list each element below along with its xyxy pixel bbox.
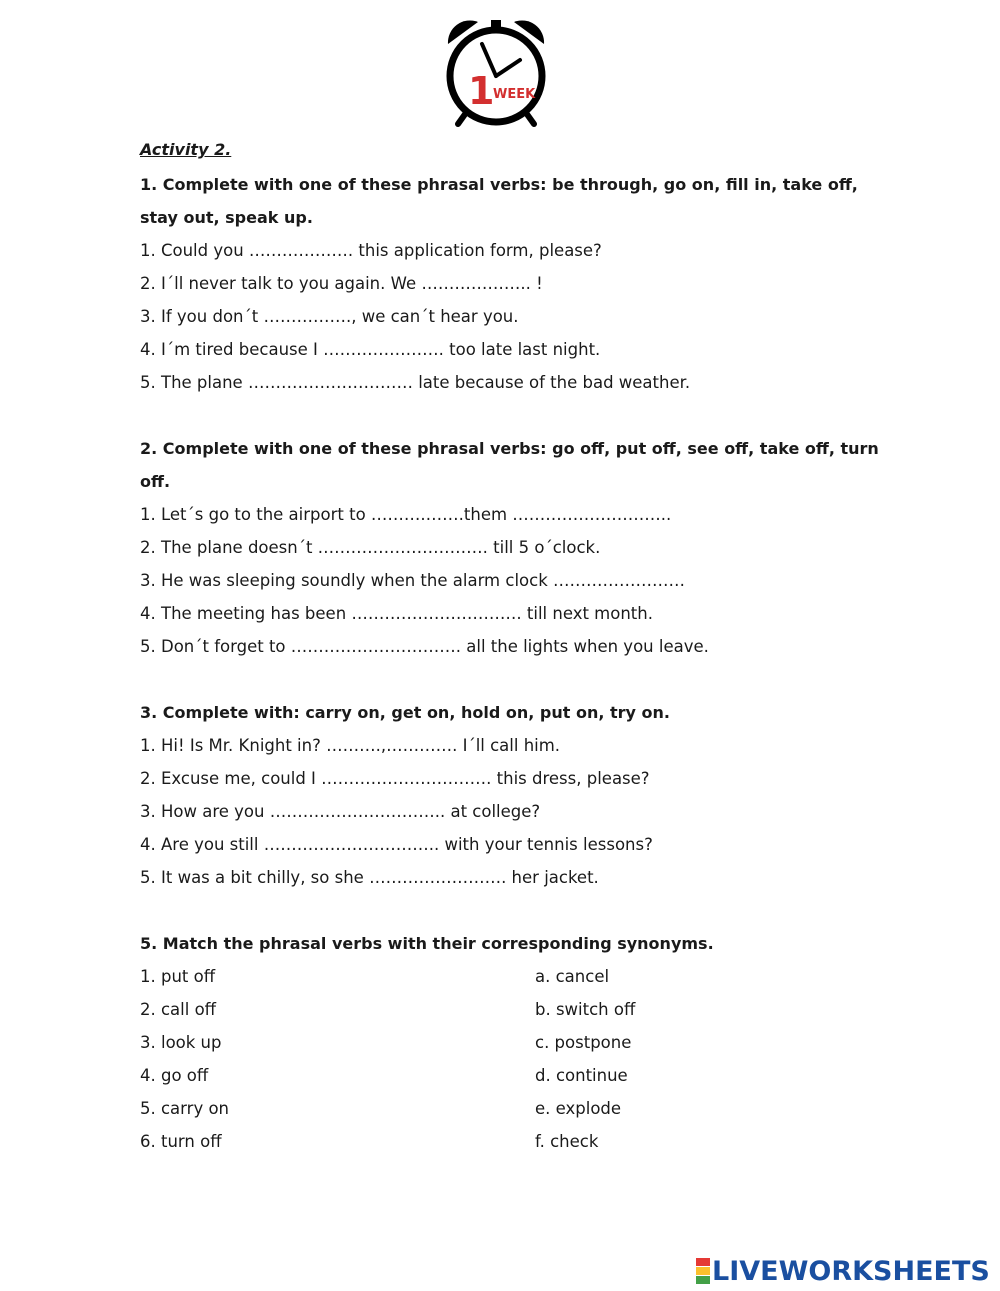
section-3 xyxy=(140,696,900,894)
match-verb: 1. put off xyxy=(140,967,216,986)
section-instruction: 1. Complete with one of these phrasal verbs: be through, go on, fill in, take off, stay out, speak up. xyxy=(140,175,858,227)
logo-label: WEEK xyxy=(493,87,536,102)
exercise-item: 1. Hi! Is Mr. Knight in? ……….,…………. I´ll call him. xyxy=(140,736,561,755)
match-synonym: d. continue xyxy=(535,1066,628,1085)
exercise-item: 3. He was sleeping soundly when the alarm clock …………………… xyxy=(140,571,685,590)
logo-number: 1 xyxy=(468,69,495,113)
match-row xyxy=(140,1125,900,1158)
alarm-clock-icon xyxy=(438,14,554,130)
match-row xyxy=(140,960,900,993)
exercise-item: 5. It was a bit chilly, so she ……………………. her jacket. xyxy=(140,868,599,887)
match-row xyxy=(140,993,900,1026)
section-instruction: 2. Complete with one of these phrasal verbs: go off, put off, see off, take off, turn off. xyxy=(140,439,879,491)
match-synonym: b. switch off xyxy=(535,1000,636,1019)
badge-block xyxy=(696,1276,710,1284)
section-instruction: 3. Complete with: carry on, get on, hold on, put on, try on. xyxy=(140,703,670,722)
match-row xyxy=(140,1092,900,1125)
match-synonym: c. postpone xyxy=(535,1033,632,1052)
exercise-item: 4. Are you still ………………………….. with your tennis lessons? xyxy=(140,835,653,854)
exercise-item: 4. I´m tired because I …………………. too late last night. xyxy=(140,340,601,359)
match-verb: 5. carry on xyxy=(140,1099,230,1118)
exercise-item: 5. Don´t forget to …………………………. all the lights when you leave. xyxy=(140,637,709,656)
badge-block xyxy=(696,1267,710,1275)
section-2 xyxy=(140,432,900,663)
match-synonym: e. explode xyxy=(535,1099,622,1118)
match-verb: 2. call off xyxy=(140,1000,217,1019)
badge-block xyxy=(696,1258,710,1266)
exercise-item: 5. The plane ………………………… late because of the bad weather. xyxy=(140,373,691,392)
exercise-item: 2. Excuse me, could I …………………………. this dress, please? xyxy=(140,769,650,788)
section-instruction: 5. Match the phrasal verbs with their corresponding synonyms. xyxy=(140,934,714,953)
exercise-item: 1. Let´s go to the airport to ……….…….them ……………………….. xyxy=(140,505,672,524)
worksheet-content xyxy=(140,136,900,1191)
match-row xyxy=(140,1059,900,1092)
activity-title: Activity 2. xyxy=(140,140,232,159)
match-synonym: a. cancel xyxy=(535,967,610,986)
section-1 xyxy=(140,168,900,399)
exercise-item: 1. Could you ………………. this application form, please? xyxy=(140,241,602,260)
match-synonym: f. check xyxy=(535,1132,599,1151)
brand-text: LIVEWORKSHEETS xyxy=(712,1255,990,1287)
exercise-item: 2. The plane doesn´t …………………………. till 5 o´clock. xyxy=(140,538,601,557)
brand-badge-icon xyxy=(696,1258,710,1284)
match-verb: 3. look up xyxy=(140,1033,222,1052)
exercise-item: 2. I´ll never talk to you again. We ……………….. ! xyxy=(140,274,543,293)
exercise-item: 3. If you don´t ……………., we can´t hear you. xyxy=(140,307,519,326)
match-verb: 6. turn off xyxy=(140,1132,222,1151)
match-row xyxy=(140,1026,900,1059)
liveworksheets-logo[interactable] xyxy=(696,1256,990,1286)
exercise-item: 4. The meeting has been …………………………. till next month. xyxy=(140,604,653,623)
section-match xyxy=(140,927,900,1158)
exercise-item: 3. How are you ………………………….. at college? xyxy=(140,802,541,821)
match-verb: 4. go off xyxy=(140,1066,209,1085)
